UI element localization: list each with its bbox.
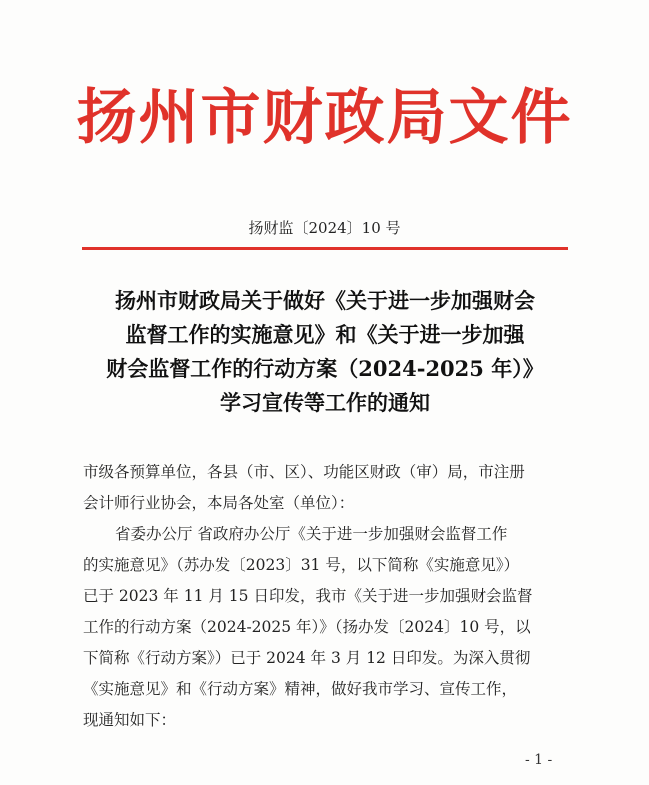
- title-line: 扬州市财政局关于做好《关于进一步加强财会: [115, 288, 535, 313]
- body-line: 工作的行动方案（2024-2025 年）》（扬办发〔2024〕10 号，以: [83, 618, 531, 636]
- red-divider-line: [82, 247, 568, 250]
- issuer-masthead: 扬州市财政局文件: [76, 83, 573, 153]
- addressee-line: 会计师行业协会，本局各处室（单位）：: [83, 494, 355, 512]
- title-line: 学习宣传等工作的通知: [220, 390, 430, 415]
- body-line: 已于 2023 年 11 月 15 日印发，我市《关于进一步加强财会监督: [83, 587, 533, 605]
- title-line: 财会监督工作的行动方案（2024-2025 年）》: [106, 356, 544, 381]
- document-body: [83, 457, 569, 736]
- body-line: 现通知如下：: [83, 711, 177, 729]
- document-title: [60, 284, 590, 420]
- page-number: - 1 -: [525, 752, 553, 768]
- document-number: 扬财监〔2024〕10 号: [248, 219, 401, 237]
- body-line: 省委办公厅 省政府办公厅《关于进一步加强财会监督工作: [115, 525, 508, 543]
- title-line: 监督工作的实施意见》和《关于进一步加强: [125, 322, 525, 347]
- body-line: 的实施意见》（苏办发〔2023〕31 号，以下简称《实施意见》）: [83, 556, 520, 574]
- addressee-line: 市级各预算单位，各县（市、区）、功能区财政（审）局，市注册: [83, 463, 525, 481]
- body-line: 下简称《行动方案》）已于 2024 年 3 月 12 日印发。为深入贯彻: [83, 649, 531, 667]
- body-line: 《实施意见》和《行动方案》精神，做好我市学习、宣传工作，: [83, 680, 518, 698]
